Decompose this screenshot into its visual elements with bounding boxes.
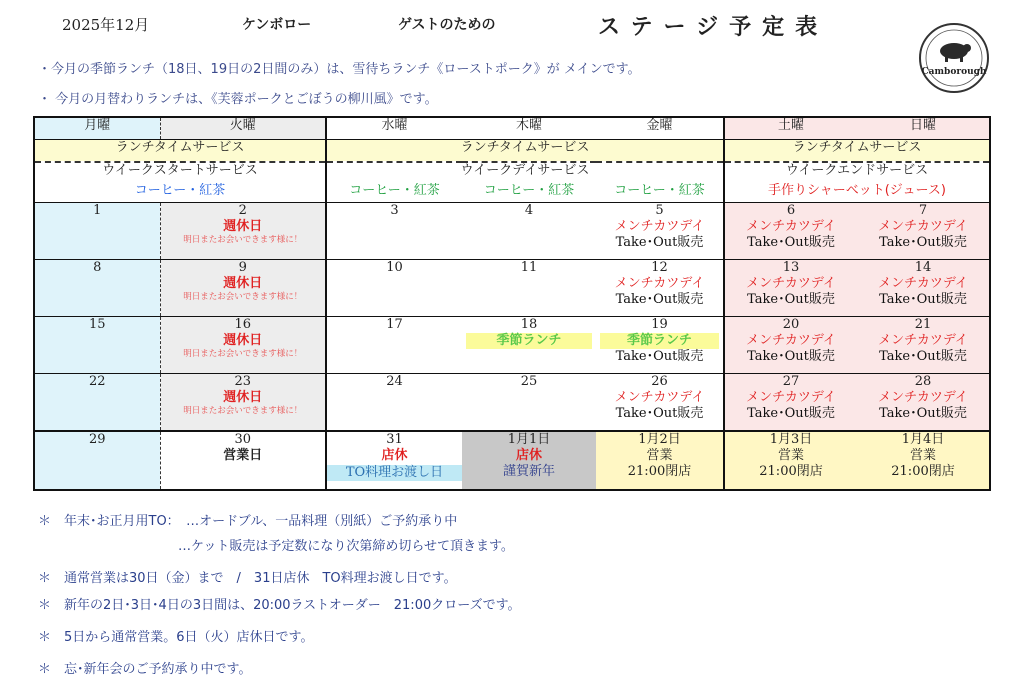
day-cell	[857, 431, 990, 490]
takeout-label: Take･Out販売	[615, 349, 704, 364]
day-cell	[462, 203, 596, 260]
takeout-label: Take･Out販売	[615, 292, 704, 307]
logo-text: Camborough	[921, 67, 987, 77]
takeout-label: Take･Out販売	[615, 406, 704, 421]
day-number: 17	[386, 317, 403, 332]
day-number: 21	[914, 317, 932, 332]
takeout-label: Take･Out販売	[879, 235, 967, 250]
day-cell	[724, 431, 857, 490]
pig-logo-icon	[918, 22, 990, 94]
day-number: 23	[234, 374, 252, 389]
day-number: 2	[238, 203, 247, 218]
footer-note: ＊ 5日から通常営業。6日（火）店休日です。	[38, 630, 314, 645]
day-number: 22	[88, 374, 106, 389]
holiday-note: 明日またお会いできます様に！	[183, 406, 303, 416]
menchi-label: メンチカツデイ	[614, 276, 705, 291]
holiday-note: 明日またお会いできます様に！	[183, 292, 303, 302]
takeout-label: Take･Out販売	[615, 235, 704, 250]
day-cell	[724, 203, 857, 260]
day-number: 14	[914, 260, 932, 275]
coffee-tea-wed: コーヒー・紅茶	[349, 183, 440, 198]
day-cell	[326, 260, 462, 317]
takeout-label: Take･Out販売	[747, 292, 835, 307]
day-number: 11	[520, 260, 538, 275]
day-number: 1月3日	[769, 432, 813, 447]
day-number: 1	[93, 203, 102, 218]
menchi-label: メンチカツデイ	[878, 333, 968, 348]
year-month: 2025年12月	[62, 16, 150, 34]
day-number: 27	[782, 374, 800, 389]
day-number: 19	[651, 317, 668, 332]
week-row	[34, 374, 990, 432]
takeout-label: Take･Out販売	[879, 349, 967, 364]
day-cell	[462, 317, 596, 374]
lunch-service-wf: ランチタイムサービス	[326, 140, 724, 163]
day-cell	[462, 260, 596, 317]
day-cell	[326, 317, 462, 374]
day-cell	[326, 374, 462, 432]
day-number: 7	[918, 203, 928, 218]
day-number: 16	[234, 317, 252, 332]
menchi-label: メンチカツデイ	[746, 276, 836, 291]
holiday-note: 明日またお会いできます様に！	[183, 235, 303, 245]
day-number: 24	[386, 374, 403, 389]
day-number: 28	[914, 374, 932, 389]
footer-note: ＊ 年末･お正月用TO： …オードブル、一品料理（別紙）ご予約承り中	[38, 514, 458, 529]
weekday-sat: 土曜	[724, 117, 857, 140]
day-cell	[326, 203, 462, 260]
lunch-service-row	[34, 140, 990, 163]
open-label: 営業	[646, 448, 673, 463]
holiday-label: 週休日	[223, 276, 263, 291]
day-number: 1月4日	[901, 432, 945, 447]
holiday-label: 週休日	[223, 219, 263, 234]
menchi-label: メンチカツデイ	[746, 390, 836, 405]
day-cell	[34, 260, 160, 317]
note-seasonal-lunch: ・今月の季節ランチ（18日、19日の2日間のみ）は、雪待ちランチ《ローストポーク》が メインです。	[38, 62, 641, 77]
closed-label: 店休	[515, 448, 542, 463]
seasonal-lunch-label: 季節ランチ	[466, 333, 592, 349]
open-label: 営業	[777, 448, 804, 463]
beverage-row	[34, 183, 990, 203]
day-cell	[34, 317, 160, 374]
day-number: 31	[386, 432, 403, 447]
weekend-service: ウイークエンドサービス	[724, 162, 990, 183]
open-label: 営業	[909, 448, 936, 463]
day-cell	[160, 260, 326, 317]
store-name: ケンボロー	[242, 17, 312, 33]
day-number: 9	[238, 260, 247, 275]
day-number: 30	[234, 432, 252, 447]
sherbet-service: 手作りシャーベット(ジュース)	[768, 183, 946, 198]
coffee-tea-thu: コーヒー・紅茶	[483, 183, 575, 198]
footer-note: …ケット販売は予定数になり次第締め切らせて頂きます。	[178, 539, 514, 554]
weekday-tue: 火曜	[160, 117, 326, 140]
holiday-label: 週休日	[223, 390, 263, 405]
footer-note: ＊ 通常営業は30日（金）まで / 31日店休 TO料理お渡し日です。	[38, 571, 457, 586]
coffee-tea-mt: コーヒー・紅茶	[34, 183, 326, 203]
day-number: 26	[651, 374, 668, 389]
close-time-label: 21:00閉店	[627, 464, 692, 479]
week-row	[34, 317, 990, 374]
day-cell	[34, 431, 160, 490]
menchi-label: メンチカツデイ	[614, 219, 705, 234]
day-number: 1月1日	[507, 432, 551, 447]
day-cell	[857, 317, 990, 374]
footer-note: ＊ 忘･新年会のご予約承り中です。	[38, 662, 252, 677]
day-cell	[596, 203, 724, 260]
closed-label: 店休	[381, 448, 408, 463]
day-number: 8	[93, 260, 102, 275]
guest-label: ゲストのための	[398, 17, 496, 33]
day-number: 10	[386, 260, 403, 275]
week-row	[34, 260, 990, 317]
week-row	[34, 431, 990, 490]
weekday-wed: 水曜	[326, 117, 462, 140]
day-cell	[160, 374, 326, 432]
day-cell	[326, 431, 462, 490]
day-number: 29	[88, 432, 106, 447]
close-time-label: 21:00閉店	[891, 464, 955, 479]
takeout-label: Take･Out販売	[879, 406, 967, 421]
menchi-label: メンチカツデイ	[878, 219, 968, 234]
day-cell	[34, 203, 160, 260]
day-cell	[596, 431, 724, 490]
weekday-sun: 日曜	[857, 117, 990, 140]
day-cell	[160, 317, 326, 374]
day-cell	[596, 374, 724, 432]
day-cell	[724, 260, 857, 317]
weekday-fri: 金曜	[596, 117, 724, 140]
open-day-label: 営業日	[223, 448, 263, 463]
note-monthly-lunch: ・ 今月の月替わりランチは、《芙蓉ポークとごぼうの柳川風》です。	[38, 92, 438, 107]
new-year-label: 謹賀新年	[502, 464, 555, 479]
takeout-label: Take･Out販売	[747, 235, 835, 250]
close-time-label: 21:00閉店	[759, 464, 823, 479]
day-cell	[724, 374, 857, 432]
lunch-service-ss: ランチタイムサービス	[724, 140, 990, 163]
day-number: 4	[524, 203, 534, 218]
takeout-label: Take･Out販売	[879, 292, 967, 307]
menchi-label: メンチカツデイ	[878, 390, 968, 405]
day-number: 5	[655, 203, 664, 218]
holiday-note: 明日またお会いできます様に！	[183, 349, 303, 359]
day-cell	[34, 374, 160, 432]
day-cell	[160, 203, 326, 260]
day-number: 25	[520, 374, 538, 389]
menchi-label: メンチカツデイ	[746, 219, 836, 234]
day-number: 6	[786, 203, 796, 218]
weekday-thu: 木曜	[462, 117, 596, 140]
weekday-service: ウイークデイサービス	[326, 162, 724, 183]
schedule-calendar	[33, 116, 991, 491]
day-number: 13	[782, 260, 800, 275]
day-cell	[160, 431, 326, 490]
coffee-tea-fri: コーヒー・紅茶	[596, 183, 724, 203]
day-number: 1月2日	[638, 432, 681, 447]
day-number: 12	[651, 260, 668, 275]
day-number: 3	[390, 203, 399, 218]
day-number: 18	[520, 317, 538, 332]
week-service-row	[34, 162, 990, 183]
day-cell	[462, 431, 596, 490]
menchi-label: メンチカツデイ	[746, 333, 836, 348]
holiday-label: 週休日	[223, 333, 263, 348]
takeout-label: Take･Out販売	[747, 406, 835, 421]
day-cell	[857, 203, 990, 260]
day-cell	[724, 317, 857, 374]
day-cell	[596, 260, 724, 317]
day-cell	[857, 260, 990, 317]
weekday-mon: 月曜	[34, 117, 160, 140]
lunch-service-mt: ランチタイムサービス	[34, 140, 326, 163]
day-number: 20	[782, 317, 800, 332]
week-start-service: ウイークスタートサービス	[34, 162, 326, 183]
weekday-header-row	[34, 117, 990, 140]
day-cell	[857, 374, 990, 432]
week-row	[34, 203, 990, 260]
day-cell	[596, 317, 724, 374]
seasonal-lunch-label: 季節ランチ	[600, 333, 719, 349]
menchi-label: メンチカツデイ	[614, 390, 705, 405]
day-cell	[462, 374, 596, 432]
to-pickup-label: TO料理お渡し日	[327, 465, 462, 481]
footer-note: ＊ 新年の2日･3日･4日の3日間は、20:00ラストオーダー 21:00クローズです。	[38, 598, 521, 613]
page-title: ステージ予定表	[598, 15, 829, 40]
menchi-label: メンチカツデイ	[878, 276, 968, 291]
takeout-label: Take･Out販売	[747, 349, 835, 364]
day-number: 15	[88, 317, 106, 332]
